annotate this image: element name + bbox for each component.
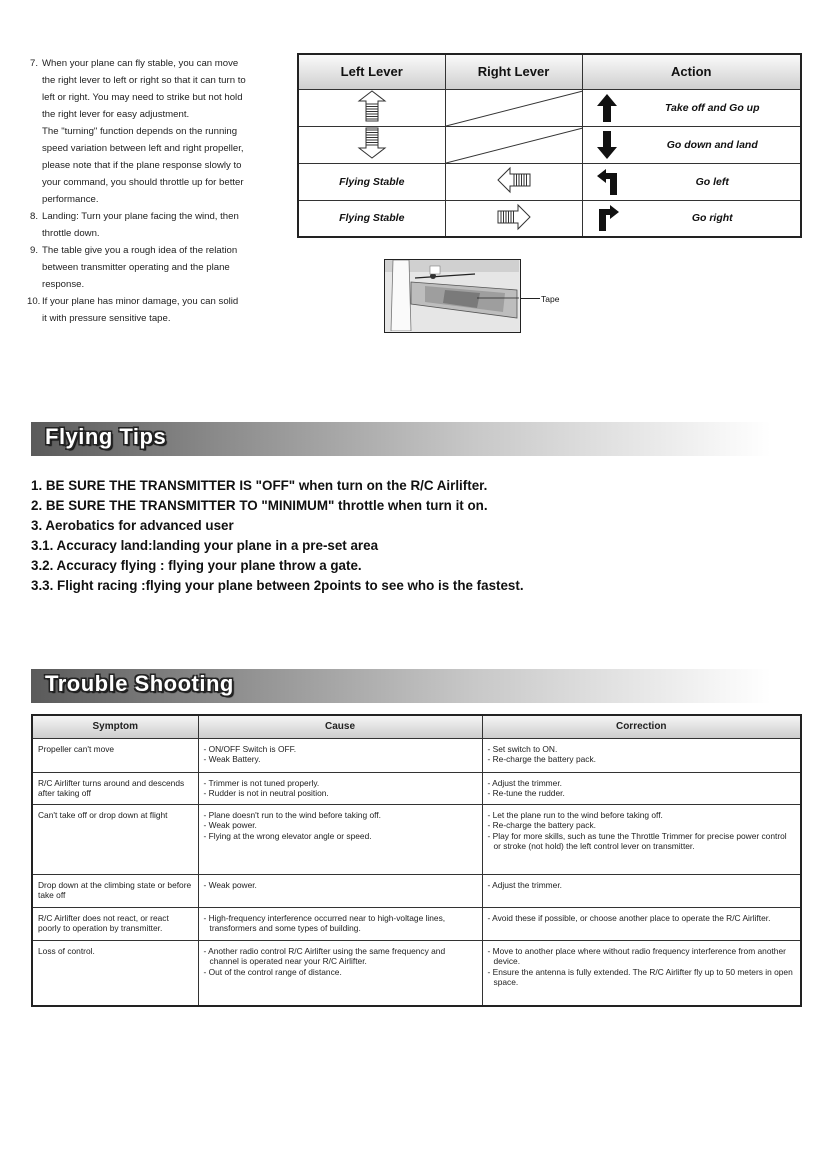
trouble-table-header-row xyxy=(32,715,801,738)
tip-item: 1. BE SURE THE TRANSMITTER IS "OFF" when turn on the R/C Airlifter. xyxy=(31,478,488,493)
instruction-line: throttle down. xyxy=(42,228,100,239)
action-label: Go left xyxy=(695,175,729,188)
action-cell xyxy=(582,200,801,237)
control-row-left xyxy=(298,163,801,200)
cause-cell xyxy=(198,772,482,804)
flying-tips-list xyxy=(31,476,524,596)
correction-line: - Re-tune the rudder. xyxy=(487,788,565,799)
instruction-line: response. xyxy=(42,279,85,290)
header-action: Action xyxy=(582,54,801,89)
symptom-cell: Can't take off or drop down at flight xyxy=(32,804,198,874)
control-row-right xyxy=(298,200,801,237)
control-row-down xyxy=(298,126,801,163)
instruction-number: 7. xyxy=(30,58,39,69)
cause-cell xyxy=(198,738,482,772)
header-cause: Cause xyxy=(198,715,482,738)
cause-cell xyxy=(198,940,482,1006)
correction-line: - Re-charge the battery pack. xyxy=(487,754,596,765)
action-label: Take off and Go up xyxy=(664,101,760,114)
lever-right-arrow-icon xyxy=(497,203,531,231)
cause-line: - ON/OFF Switch is OFF. xyxy=(203,743,297,754)
tape-repair-photo xyxy=(384,259,521,333)
right-lever-cell xyxy=(445,200,582,237)
instruction-line: the right lever for easy adjustment. xyxy=(42,109,190,120)
symptom-cell: Propeller can't move xyxy=(32,738,198,772)
instruction-line: Landing: Turn your plane facing the wind, then xyxy=(42,211,239,222)
cause-cell xyxy=(198,907,482,940)
turn-right-icon xyxy=(597,205,619,231)
instruction-item-9 xyxy=(30,242,280,293)
lever-left-arrow-icon xyxy=(497,166,531,194)
header-correction: Correction xyxy=(482,715,801,738)
instruction-line: When your plane can fly stable, you can move xyxy=(42,58,239,69)
header-left-lever: Left Lever xyxy=(298,54,445,89)
action-cell xyxy=(582,89,801,126)
instruction-item-8 xyxy=(30,208,280,242)
control-table xyxy=(297,53,802,238)
diagonal-line-icon xyxy=(446,90,583,127)
control-row-up xyxy=(298,89,801,126)
table-row xyxy=(32,738,801,772)
left-lever-cell xyxy=(298,89,445,126)
section-title: Trouble Shooting xyxy=(45,671,234,696)
correction-line: - Play for more skills, such as tune the Throttle Trimmer for precise power control or stroke (not hold) the left control lever on transmitter. xyxy=(487,830,787,852)
correction-cell xyxy=(482,874,801,907)
cause-line: - Weak Battery. xyxy=(203,754,261,765)
symptom-cell: R/C Airlifter does not react, or react poorly to operation by transmitter. xyxy=(32,907,198,940)
header-symptom: Symptom xyxy=(32,715,198,738)
tip-item: 3. Aerobatics for advanced user xyxy=(31,518,234,533)
instruction-line: The "turning" function depends on the running xyxy=(42,126,238,137)
cause-line: - Plane doesn't run to the wind before taking off. xyxy=(203,809,381,820)
instruction-line: the right lever to left or right so that it can turn to xyxy=(42,75,246,86)
control-table-header-row xyxy=(298,54,801,89)
instruction-line: performance. xyxy=(42,194,99,205)
correction-cell xyxy=(482,940,801,1006)
left-lever-cell xyxy=(298,126,445,163)
cause-line: - Out of the control range of distance. xyxy=(203,966,342,977)
instruction-line: If your plane has minor damage, you can solid xyxy=(42,296,239,307)
instructions-list xyxy=(27,55,280,327)
cause-line: - Flying at the wrong elevator angle or speed. xyxy=(203,830,372,841)
flying-tips-header xyxy=(31,422,771,456)
left-lever-cell: Flying Stable xyxy=(298,200,445,237)
cause-line: - Rudder is not in neutral position. xyxy=(203,788,329,799)
tape-pointer-line xyxy=(520,298,540,299)
header-right-lever: Right Lever xyxy=(445,54,582,89)
instruction-number: 10. xyxy=(27,296,41,307)
table-row xyxy=(32,874,801,907)
action-cell xyxy=(582,163,801,200)
instruction-number: 9. xyxy=(30,245,39,256)
correction-line: - Move to another place where without radio frequency interference from another device. xyxy=(487,945,786,967)
tip-item: 3.1. Accuracy land:landing your plane in a pre-set area xyxy=(31,538,379,553)
left-lever-cell: Flying Stable xyxy=(298,163,445,200)
tip-item: 3.3. Flight racing :flying your plane between 2points to see who is the fastest. xyxy=(31,578,524,593)
tip-item: 2. BE SURE THE TRANSMITTER TO "MINIMUM" throttle when turn it on. xyxy=(31,498,488,513)
symptom-cell: Loss of control. xyxy=(32,940,198,1006)
instruction-line: between transmitter operating and the plane xyxy=(42,262,230,273)
lever-down-arrow-icon xyxy=(357,127,387,159)
correction-line: - Re-charge the battery pack. xyxy=(487,820,596,831)
correction-cell xyxy=(482,907,801,940)
right-lever-cell xyxy=(445,126,582,163)
trouble-shooting-header xyxy=(31,669,771,703)
cause-cell xyxy=(198,804,482,874)
correction-line: - Let the plane run to the wind before taking off. xyxy=(487,809,663,820)
right-lever-cell xyxy=(445,89,582,126)
diagonal-line-icon xyxy=(446,127,583,164)
instruction-line: your command, you should throttle up for better xyxy=(42,177,244,188)
correction-line: - Adjust the trimmer. xyxy=(487,777,562,788)
section-title: Flying Tips xyxy=(45,424,167,449)
right-lever-cell xyxy=(445,163,582,200)
plane-wing-tape-image xyxy=(385,260,519,331)
action-label: Go down and land xyxy=(666,138,758,151)
table-row xyxy=(32,940,801,1006)
symptom-cell: R/C Airlifter turns around and descends after taking off xyxy=(32,772,198,804)
instruction-number: 8. xyxy=(30,211,39,222)
instruction-line: it with pressure sensitive tape. xyxy=(42,313,171,324)
correction-cell xyxy=(482,772,801,804)
cause-line: - Weak power. xyxy=(203,879,257,890)
instruction-line: please note that if the plane response slowly to xyxy=(42,160,242,171)
action-label: Go right xyxy=(691,212,733,225)
correction-cell xyxy=(482,804,801,874)
arrow-down-icon xyxy=(597,131,617,159)
instruction-line: The table give you a rough idea of the relation xyxy=(42,245,238,256)
correction-line: - Avoid these if possible, or choose another place to operate the R/C Airlifter. xyxy=(487,912,771,923)
table-row xyxy=(32,804,801,874)
correction-line: - Adjust the trimmer. xyxy=(487,879,562,890)
instruction-item-10 xyxy=(27,293,280,327)
instruction-line: speed variation between left and right propeller, xyxy=(42,143,244,154)
cause-line: - Trimmer is not tuned properly. xyxy=(203,777,320,788)
table-row xyxy=(32,772,801,804)
arrow-up-icon xyxy=(597,94,617,122)
table-row xyxy=(32,907,801,940)
symptom-cell: Drop down at the climbing state or before take off xyxy=(32,874,198,907)
action-cell xyxy=(582,126,801,163)
lever-up-arrow-icon xyxy=(357,90,387,122)
cause-cell xyxy=(198,874,482,907)
correction-line: - Ensure the antenna is fully extended. The R/C Airlifter fly up to 50 meters in open space. xyxy=(487,966,793,988)
instruction-item-7 xyxy=(30,55,280,208)
correction-cell xyxy=(482,738,801,772)
cause-line: - Weak power. xyxy=(203,820,257,831)
tape-label: Tape xyxy=(541,294,560,304)
cause-line: - High-frequency interference occurred near to high-voltage lines, transformers and some types of building. xyxy=(203,912,446,934)
trouble-shooting-table xyxy=(31,714,802,1007)
tip-item: 3.2. Accuracy flying : flying your plane throw a gate. xyxy=(31,558,362,573)
cause-line: - Another radio control R/C Airlifter using the same frequency and channel is operated near your R/C Airlifter. xyxy=(203,945,446,967)
turn-left-icon xyxy=(597,169,619,195)
instruction-line: left or right. You may need to strike but not hold xyxy=(42,92,243,103)
correction-line: - Set switch to ON. xyxy=(487,743,558,754)
